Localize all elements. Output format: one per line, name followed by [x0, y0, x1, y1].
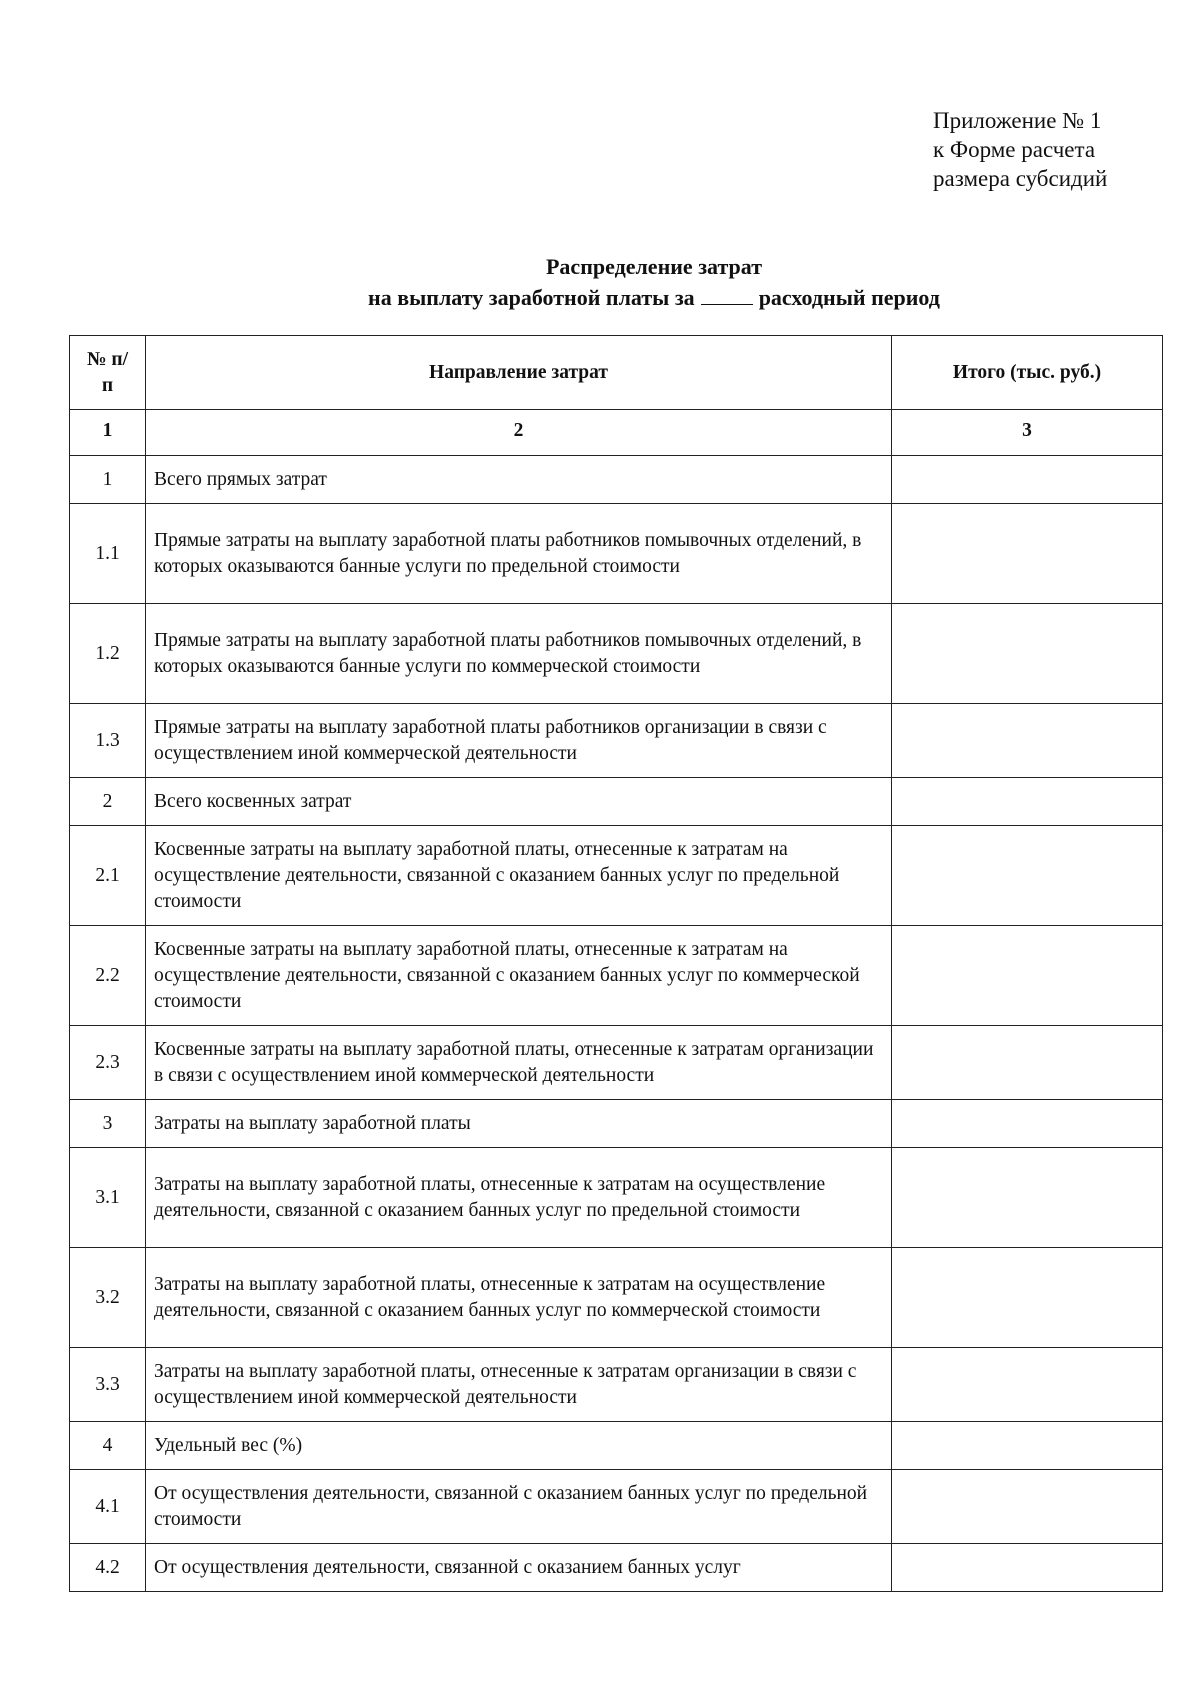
table-row [70, 1026, 1163, 1100]
header-total: Итого (тыс. руб.) [892, 336, 1163, 410]
row-description: Прямые затраты на выплату заработной платы работников помывочных отделений, в которых оказываются банные услуги по предельной стоимости [146, 504, 892, 604]
row-description: От осуществления деятельности, связанной с оказанием банных услуг по предельной стоимости [146, 1470, 892, 1544]
row-number: 3 [70, 1100, 146, 1148]
row-description: Затраты на выплату заработной платы, отнесенные к затратам организации в связи с осуществлением иной коммерческой деятельности [146, 1348, 892, 1422]
row-description: Удельный вес (%) [146, 1422, 892, 1470]
row-number: 2 [70, 778, 146, 826]
table-row [70, 926, 1163, 1026]
table-row [70, 778, 1163, 826]
row-total-value [892, 926, 1163, 1026]
table-row [70, 1348, 1163, 1422]
row-total-value [892, 1248, 1163, 1348]
appendix-line-3: размера субсидий [933, 166, 1108, 191]
table-row [70, 1148, 1163, 1248]
row-number: 2.2 [70, 926, 146, 1026]
row-number: 4 [70, 1422, 146, 1470]
row-total-value [892, 1026, 1163, 1100]
row-total-value [892, 1544, 1163, 1592]
table-row [70, 704, 1163, 778]
row-number: 1.1 [70, 504, 146, 604]
header-num: № п/п [70, 336, 146, 410]
row-total-value [892, 1470, 1163, 1544]
row-number: 1.3 [70, 704, 146, 778]
row-number: 3.2 [70, 1248, 146, 1348]
row-description: Прямые затраты на выплату заработной платы работников организации в связи с осуществлением иной коммерческой деятельности [146, 704, 892, 778]
row-total-value [892, 456, 1163, 504]
row-description: Косвенные затраты на выплату заработной платы, отнесенные к затратам на осуществление деятельности, связанной с оказанием банных услуг по коммерческой стоимости [146, 926, 892, 1026]
column-number: 2 [146, 410, 892, 456]
header-row [70, 336, 1163, 410]
table-row [70, 504, 1163, 604]
header-direction: Направление затрат [146, 336, 892, 410]
row-description: Затраты на выплату заработной платы, отнесенные к затратам на осуществление деятельности, связанной с оказанием банных услуг по коммерческой стоимости [146, 1248, 892, 1348]
table-row [70, 1470, 1163, 1544]
title-line-2 [0, 282, 1200, 313]
row-description: Затраты на выплату заработной платы, отнесенные к затратам на осуществление деятельности, связанной с оказанием банных услуг по предельной стоимости [146, 1148, 892, 1248]
table-row [70, 1248, 1163, 1348]
column-number: 1 [70, 410, 146, 456]
row-description: Косвенные затраты на выплату заработной платы, отнесенные к затратам организации в связи с осуществлением иной коммерческой деятельности [146, 1026, 892, 1100]
appendix-line-1: Приложение № 1 [933, 108, 1102, 133]
row-description: Затраты на выплату заработной платы [146, 1100, 892, 1148]
row-number: 3.1 [70, 1148, 146, 1248]
row-total-value [892, 826, 1163, 926]
title-line-2-prefix: на выплату заработной платы за [368, 285, 695, 310]
table-row [70, 456, 1163, 504]
row-number: 4.1 [70, 1470, 146, 1544]
row-description: Всего косвенных затрат [146, 778, 892, 826]
table-row [70, 1100, 1163, 1148]
row-total-value [892, 1100, 1163, 1148]
table-row [70, 826, 1163, 926]
period-blank-field [701, 290, 753, 305]
row-number: 1 [70, 456, 146, 504]
title-line-2-suffix: расходный период [758, 285, 940, 310]
row-description: От осуществления деятельности, связанной с оказанием банных услуг [146, 1544, 892, 1592]
document-title [0, 251, 1200, 313]
row-total-value [892, 504, 1163, 604]
row-total-value [892, 778, 1163, 826]
row-number: 2.3 [70, 1026, 146, 1100]
title-line-1: Распределение затрат [545, 254, 763, 279]
row-number: 4.2 [70, 1544, 146, 1592]
row-total-value [892, 704, 1163, 778]
appendix-line-2: к Форме расчета [933, 137, 1096, 162]
appendix-note [933, 106, 1107, 193]
row-description: Прямые затраты на выплату заработной платы работников помывочных отделений, в которых оказываются банные услуги по коммерческой стоимости [146, 604, 892, 704]
row-number: 3.3 [70, 1348, 146, 1422]
row-total-value [892, 1422, 1163, 1470]
column-number-row [70, 410, 1163, 456]
row-number: 2.1 [70, 826, 146, 926]
table-row [70, 1422, 1163, 1470]
row-total-value [892, 604, 1163, 704]
row-description: Косвенные затраты на выплату заработной платы, отнесенные к затратам на осуществление деятельности, связанной с оказанием банных услуг по предельной стоимости [146, 826, 892, 926]
row-total-value [892, 1348, 1163, 1422]
cost-distribution-table [69, 335, 1163, 1592]
row-description: Всего прямых затрат [146, 456, 892, 504]
row-total-value [892, 1148, 1163, 1248]
table-row [70, 604, 1163, 704]
column-number: 3 [892, 410, 1163, 456]
row-number: 1.2 [70, 604, 146, 704]
table-row [70, 1544, 1163, 1592]
